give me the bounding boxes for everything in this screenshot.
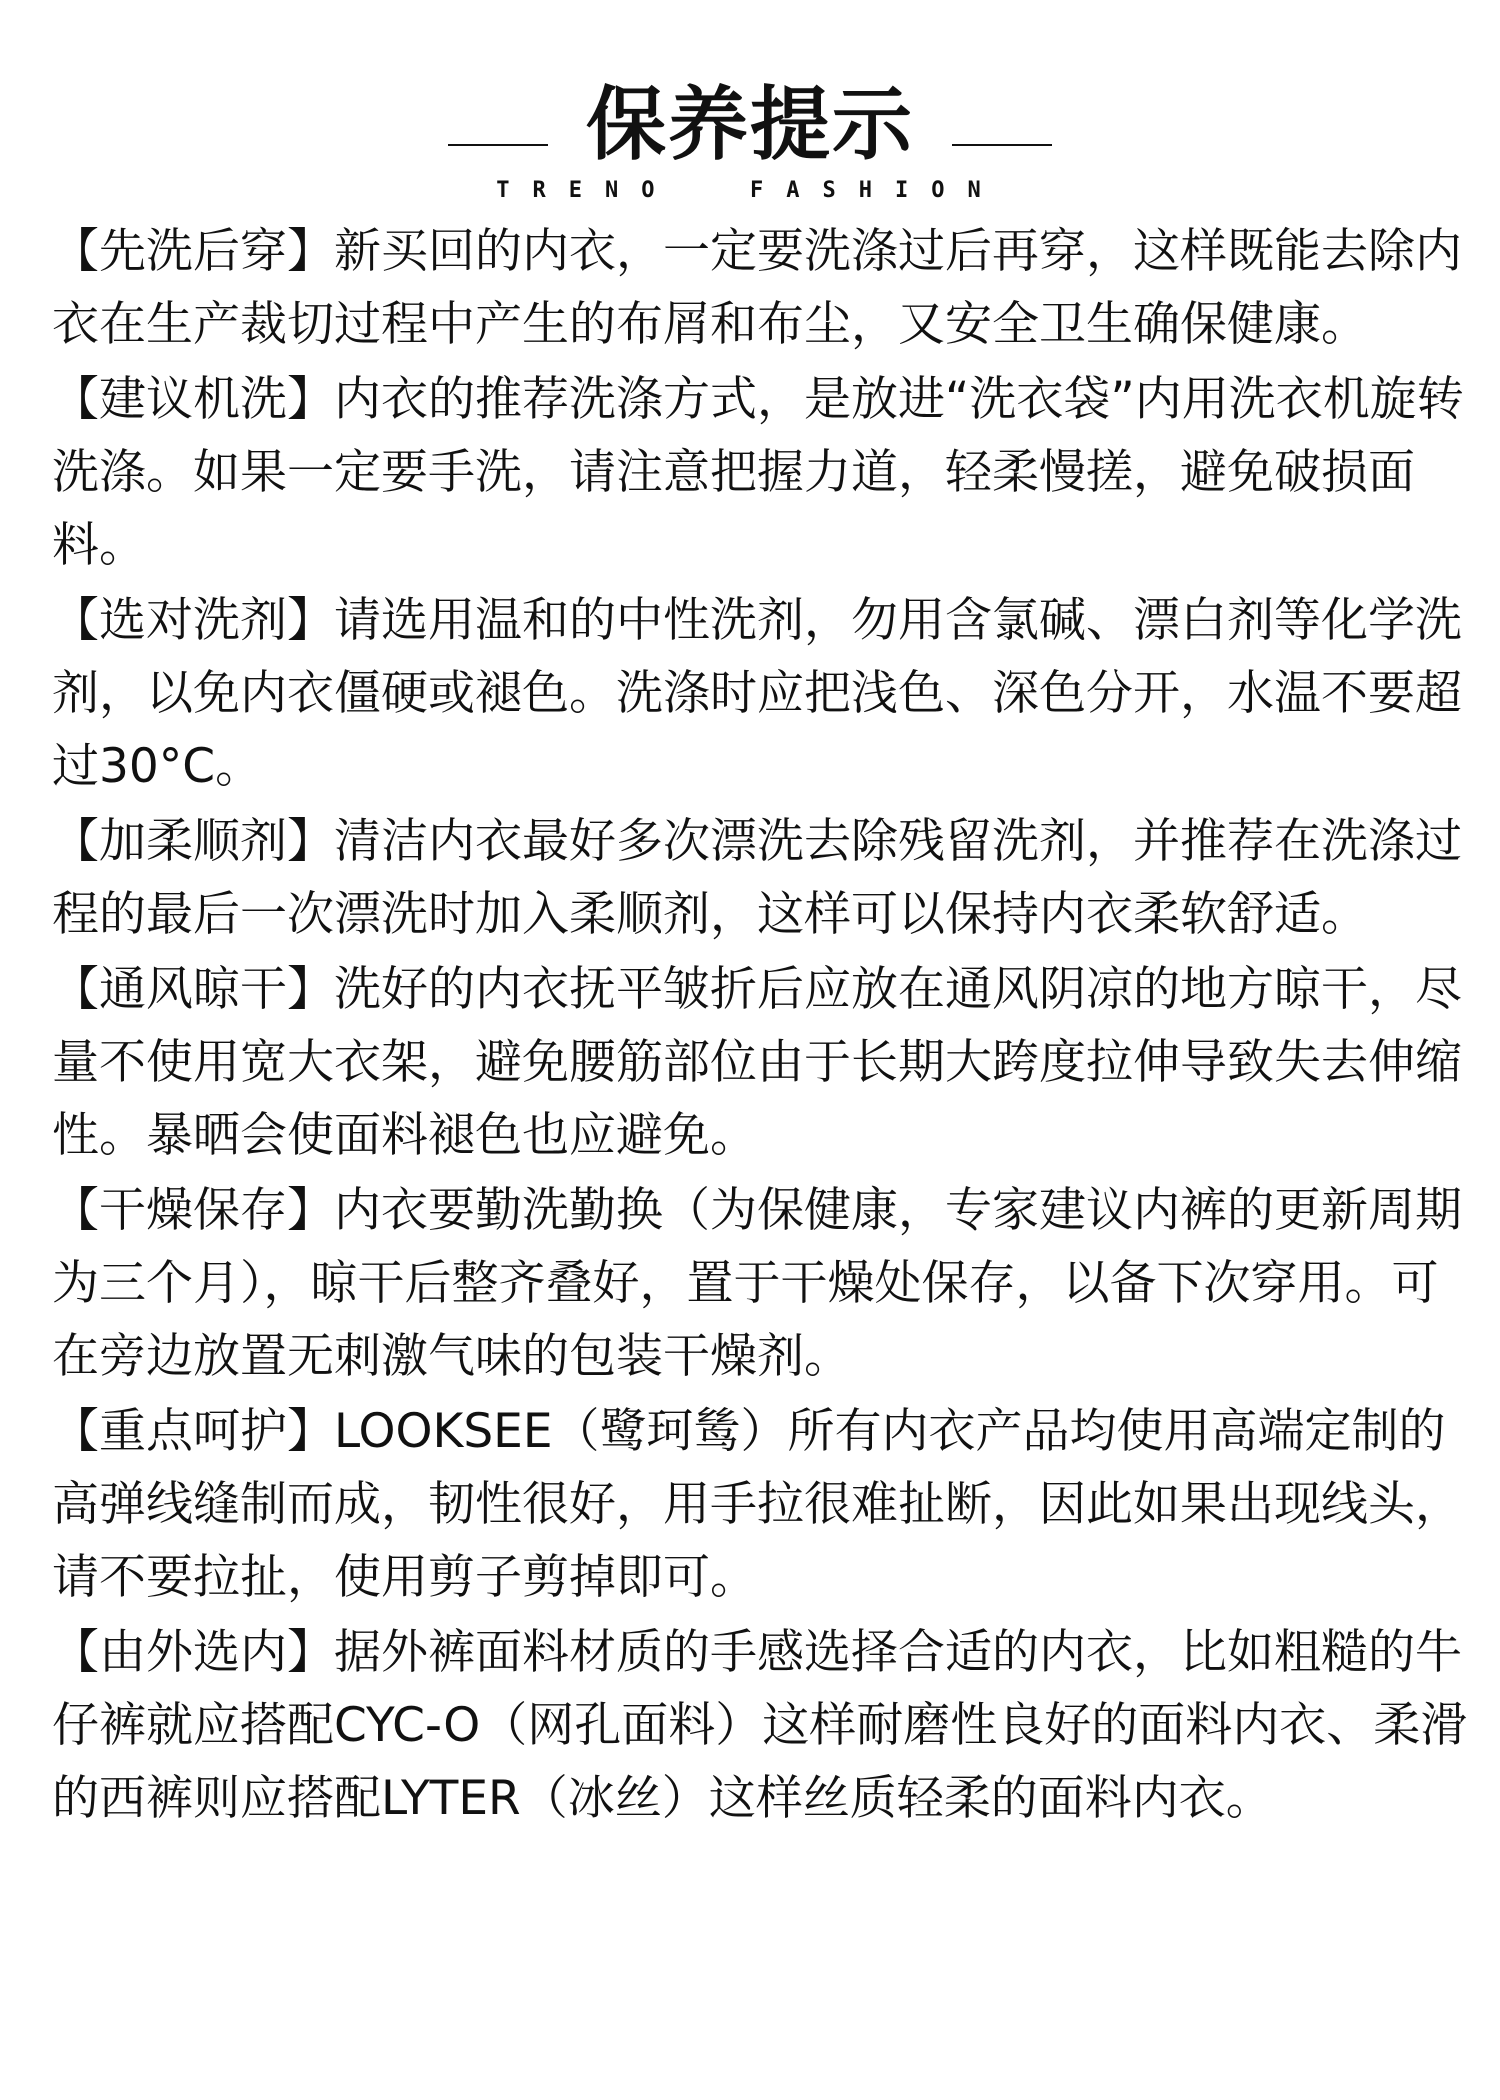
tip-text: 请选用温和的中性洗剂，勿用含氯碱、漂白剂等化学洗剂，以免内衣僵硬或褪色。洗涤时应把浅色、深色分开，水温不要超过30°C。 xyxy=(52,593,1462,794)
tip-text: 内衣的推荐洗涤方式，是放进“洗衣袋”内用洗衣机旋转洗涤。如果一定要手洗，请注意把握力道，轻柔慢搓，避免破损面料。 xyxy=(52,372,1464,573)
tip-heading: 【建议机洗】 xyxy=(52,372,334,427)
tip-heading: 【先洗后穿】 xyxy=(52,224,334,279)
tip-text: 新买回的内衣，一定要洗涤过后再穿，这样既能去除内衣在生产裁切过程中产生的布屑和布尘，又安全卫生确保健康。 xyxy=(52,224,1462,352)
tip-heading: 【由外选内】 xyxy=(52,1625,334,1680)
tip-text: 据外裤面料材质的手感选择合适的内衣，比如粗糙的牛仔裤就应搭配CYC-O（网孔面料）这样耐磨性良好的面料内衣、柔滑的西裤则应搭配LYTER（冰丝）这样丝质轻柔的面料内衣。 xyxy=(52,1625,1468,1826)
tip-text: 内衣要勤洗勤换（为保健康，专家建议内裤的更新周期为三个月），晾干后整齐叠好，置于干燥处保存，以备下次穿用。可在旁边放置无刺激气味的包装干燥剂。 xyxy=(52,1183,1462,1384)
tip-dry-storage xyxy=(52,1174,1472,1393)
title-right-rule xyxy=(952,144,1052,146)
title-row xyxy=(0,70,1500,180)
tip-text: 清洁内衣最好多次漂洗去除残留洗剂，并推荐在洗涤过程的最后一次漂洗时加入柔顺剂，这样可以保持内衣柔软舒适。 xyxy=(52,814,1462,942)
tip-match-outerwear xyxy=(52,1616,1472,1835)
tip-heading: 【通风晾干】 xyxy=(52,962,334,1017)
page-header xyxy=(0,70,1500,230)
tip-detergent xyxy=(52,584,1472,803)
tip-softener xyxy=(52,805,1472,951)
care-tips-list xyxy=(52,215,1472,1837)
tip-machine-wash xyxy=(52,363,1472,582)
tip-key-care xyxy=(52,1395,1472,1614)
tip-air-dry xyxy=(52,953,1472,1172)
tip-heading: 【选对洗剂】 xyxy=(52,593,334,648)
tip-wash-before-wear xyxy=(52,215,1472,361)
title-left-rule xyxy=(448,144,548,146)
brand-subtitle: TRENO FASHION xyxy=(496,178,1004,203)
tip-heading: 【干燥保存】 xyxy=(52,1183,334,1238)
tip-heading: 【加柔顺剂】 xyxy=(52,814,334,869)
page-title: 保养提示 xyxy=(586,78,914,171)
tip-text: 洗好的内衣抚平皱折后应放在通风阴凉的地方晾干，尽量不使用宽大衣架，避免腰筋部位由于长期大跨度拉伸导致失去伸缩性。暴晒会使面料褪色也应避免。 xyxy=(52,962,1462,1163)
tip-text: LOOKSEE（鹭珂鸶）所有内衣产品均使用高端定制的高弹线缝制而成，韧性很好，用手拉很难扯断，因此如果出现线头，请不要拉扯，使用剪子剪掉即可。 xyxy=(52,1404,1462,1605)
tip-heading: 【重点呵护】 xyxy=(52,1404,334,1459)
